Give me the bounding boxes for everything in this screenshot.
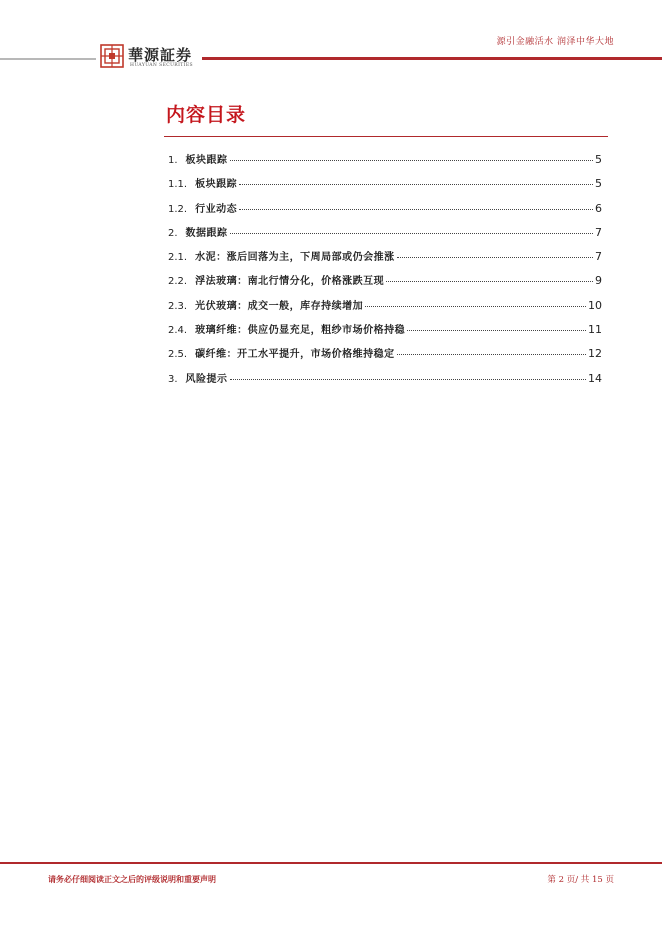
- toc-entry-page: 7: [595, 250, 602, 264]
- toc-entry-title: 行业动态: [195, 203, 238, 215]
- toc-leader-dots: [239, 184, 593, 185]
- toc-leader-dots: [407, 330, 586, 331]
- toc-entry-title: 碳纤维：开工水平提升，市场价格维持稳定: [195, 349, 395, 361]
- toc-entry-page: 11: [588, 323, 602, 337]
- toc-divider: [164, 136, 608, 137]
- toc-entry-number: 2.3.: [168, 300, 188, 312]
- toc-entry-page: 10: [588, 298, 602, 312]
- toc-entry-number: 3.: [168, 373, 178, 385]
- toc-list: [168, 151, 602, 394]
- toc-leader-dots: [397, 354, 586, 355]
- toc-entry[interactable]: [168, 345, 602, 369]
- footer-disclaimer: 请务必仔细阅读正文之后的评级说明和重要声明: [48, 874, 216, 884]
- header-rule-gray: [0, 58, 96, 60]
- toc-entry[interactable]: [168, 297, 602, 321]
- toc-leader-dots: [239, 209, 593, 210]
- toc-leader-dots: [365, 306, 586, 307]
- toc-entry-number: 2.4.: [168, 325, 188, 337]
- toc-entry[interactable]: [168, 151, 602, 175]
- toc-entry-number: 1.2.: [168, 203, 188, 215]
- toc-title: 内容目录: [166, 104, 247, 126]
- toc-leader-dots: [386, 281, 593, 282]
- toc-entry-page: 12: [588, 347, 602, 361]
- toc-entry-title: 玻璃纤维：供应仍显充足，粗纱市场价格持稳: [195, 325, 406, 337]
- toc-leader-dots: [230, 233, 593, 234]
- toc-entry-page: 7: [595, 225, 602, 239]
- toc-entry-number: 2.5.: [168, 349, 188, 361]
- toc-entry-number: 1.: [168, 155, 178, 166]
- toc-entry-title: 水泥：涨后回落为主，下周局部或仍会推涨: [195, 252, 395, 264]
- toc-entry[interactable]: [168, 272, 602, 296]
- footer-page-info: 第 2 页/ 共 15 页: [547, 875, 614, 885]
- toc-entry[interactable]: [168, 224, 602, 248]
- toc-entry-title: 风险提示: [185, 373, 228, 385]
- toc-entry[interactable]: [168, 321, 602, 345]
- toc-entry-number: 2.2.: [168, 276, 188, 288]
- page-header: [0, 0, 662, 70]
- toc-leader-dots: [230, 160, 593, 161]
- toc-entry-title: 光伏玻璃：成交一般，库存持续增加: [195, 300, 364, 312]
- toc-entry-title: 板块跟踪: [195, 179, 238, 191]
- toc-entry-number: 2.1.: [168, 252, 188, 264]
- toc-entry-page: 5: [595, 177, 602, 191]
- header-rule-red: [202, 57, 662, 60]
- toc-entry-page: 9: [595, 274, 602, 288]
- toc-entry[interactable]: [168, 370, 602, 394]
- toc-entry[interactable]: [168, 175, 602, 199]
- toc-entry-title: 板块跟踪: [185, 155, 228, 166]
- toc-leader-dots: [397, 257, 593, 258]
- toc-entry-page: 6: [595, 201, 602, 215]
- toc-entry-number: 2.: [168, 227, 178, 239]
- company-logo: [98, 42, 202, 72]
- logo-english-name: HUAYUAN SECURITIES: [130, 63, 194, 68]
- toc-entry-title: 浮法玻璃：南北行情分化，价格涨跌互现: [195, 276, 385, 288]
- logo-chinese-name: 華源証券: [128, 46, 193, 64]
- toc-entry-title: 数据跟踪: [185, 227, 228, 239]
- toc-entry-page: 14: [588, 371, 602, 385]
- logo-mark-icon: [100, 44, 124, 68]
- header-slogan: 源引金融活水 润泽中华大地: [496, 37, 614, 47]
- toc-entry-number: 1.1.: [168, 179, 188, 191]
- footer-rule: [0, 862, 662, 864]
- toc-entry-page: 5: [595, 153, 602, 166]
- toc-entry[interactable]: [168, 200, 602, 224]
- toc-entry[interactable]: [168, 248, 602, 272]
- toc-leader-dots: [230, 379, 586, 380]
